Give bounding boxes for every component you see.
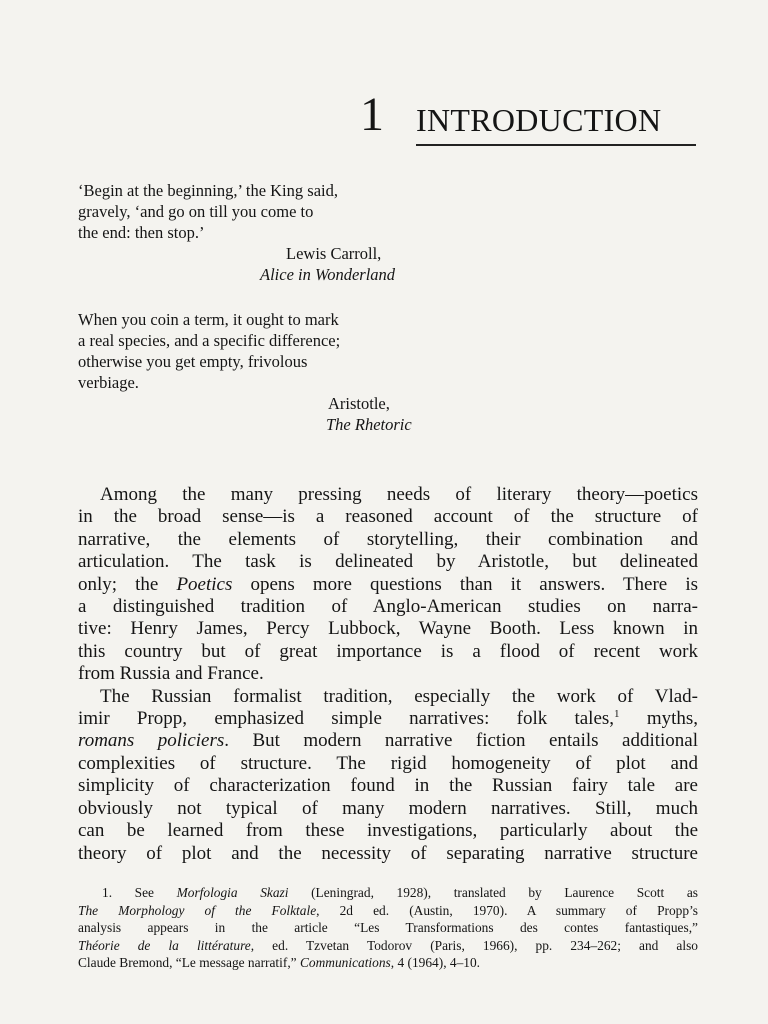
epigraph-carroll (78, 180, 438, 285)
cited-title: The Morphology of the Folktale (78, 902, 317, 918)
text-line (78, 708, 698, 730)
paragraph-2 (78, 686, 698, 865)
epigraph-line: When you coin a term, it ought to mark (78, 310, 339, 329)
text-line: in the broad sense—is a reasoned account of the structure of (78, 506, 698, 528)
chapter-number: 1 (360, 88, 384, 141)
text-line: theory of plot and the necessity of separating narrative structure (78, 842, 698, 864)
text-run: , ed. Tzvetan Todorov (Paris, 1966), pp. 234–262; and also (250, 937, 698, 953)
text-line: complexities of structure. The rigid homogeneity of plot and (78, 752, 698, 774)
text-run: only; the (78, 573, 159, 595)
text-line: obviously not typical of many modern narratives. Still, much (78, 797, 698, 819)
text-run: opens more questions than it answers. There is (250, 573, 698, 595)
chapter-heading (360, 88, 696, 146)
text-run: myths, (646, 708, 699, 730)
text-run: Claude Bremond, “Le message narratif,” (78, 955, 297, 971)
epigraph-line: the end: then stop.’ (78, 223, 205, 242)
cited-title: Communications (299, 955, 391, 971)
footnote-line (78, 954, 698, 972)
text-line (78, 730, 698, 752)
epigraph-author: Lewis Carroll, (286, 244, 382, 263)
epigraph-work: The Rhetoric (326, 415, 412, 434)
chapter-title: INTRODUCTION (416, 102, 662, 138)
footnote-line (78, 937, 698, 955)
text-line: tive: Henry James, Percy Lubbock, Wayne Booth. Less known in (78, 618, 698, 640)
text-line: The Russian formalist tradition, especially the work of Vlad- (100, 685, 698, 707)
paragraph-1 (78, 484, 698, 686)
text-run: imir Propp, emphasized simple narratives: folk tales, (78, 708, 615, 730)
text-run: (Leningrad, 1928), translated by Laurence Scott as (311, 885, 699, 900)
epigraph-author: Aristotle, (328, 394, 390, 413)
term-romans-policiers: romans policiers (78, 730, 225, 752)
text-run: 1. See (102, 885, 154, 900)
book-title-poetics: Poetics (176, 573, 233, 595)
footnote-line (78, 884, 698, 902)
text-run: . But modern narrative fiction entails additional (224, 730, 698, 752)
text-line: articulation. The task is delineated by Aristotle, but delineated (78, 551, 698, 573)
text-run: , 4 (1964), 4–10. (390, 955, 481, 971)
epigraph-work: Alice in Wonderland (260, 265, 396, 284)
cited-title: Morfologia Skazi (176, 885, 289, 900)
text-run: , 2d ed. (Austin, 1970). A summary of Propp’s (316, 902, 698, 918)
text-line (78, 574, 698, 596)
text-line: a distinguished tradition of Anglo-American studies on narra- (78, 596, 698, 618)
body-text (78, 484, 698, 865)
footnote-line (78, 902, 698, 920)
footnote-1 (78, 884, 698, 972)
text-line: from Russia and France. (78, 663, 264, 685)
epigraph-line: verbiage. (78, 373, 139, 392)
epigraph-line: otherwise you get empty, frivolous (78, 352, 308, 371)
epigraph-line: gravely, ‘and go on till you come to (78, 202, 314, 221)
epigraph-aristotle (78, 309, 438, 435)
text-line: narrative, the elements of storytelling, their combination and (78, 528, 698, 550)
footnote-ref: 1 (614, 708, 620, 721)
text-line: this country but of great importance is a flood of recent work (78, 640, 698, 662)
text-line: Among the many pressing needs of literary theory—poetics (100, 484, 698, 505)
epigraph-line: ‘Begin at the beginning,’ the King said, (78, 181, 338, 200)
cited-title: Théorie de la littérature (78, 937, 251, 953)
text-line: simplicity of characterization found in the Russian fairy tale are (78, 775, 698, 797)
epigraph-line: a real species, and a specific difference; (78, 331, 341, 350)
text-line: can be learned from these investigations, particularly about the (78, 820, 698, 842)
footnote-line: analysis appears in the article “Les Transformations des contes fantastiques,” (78, 920, 698, 936)
